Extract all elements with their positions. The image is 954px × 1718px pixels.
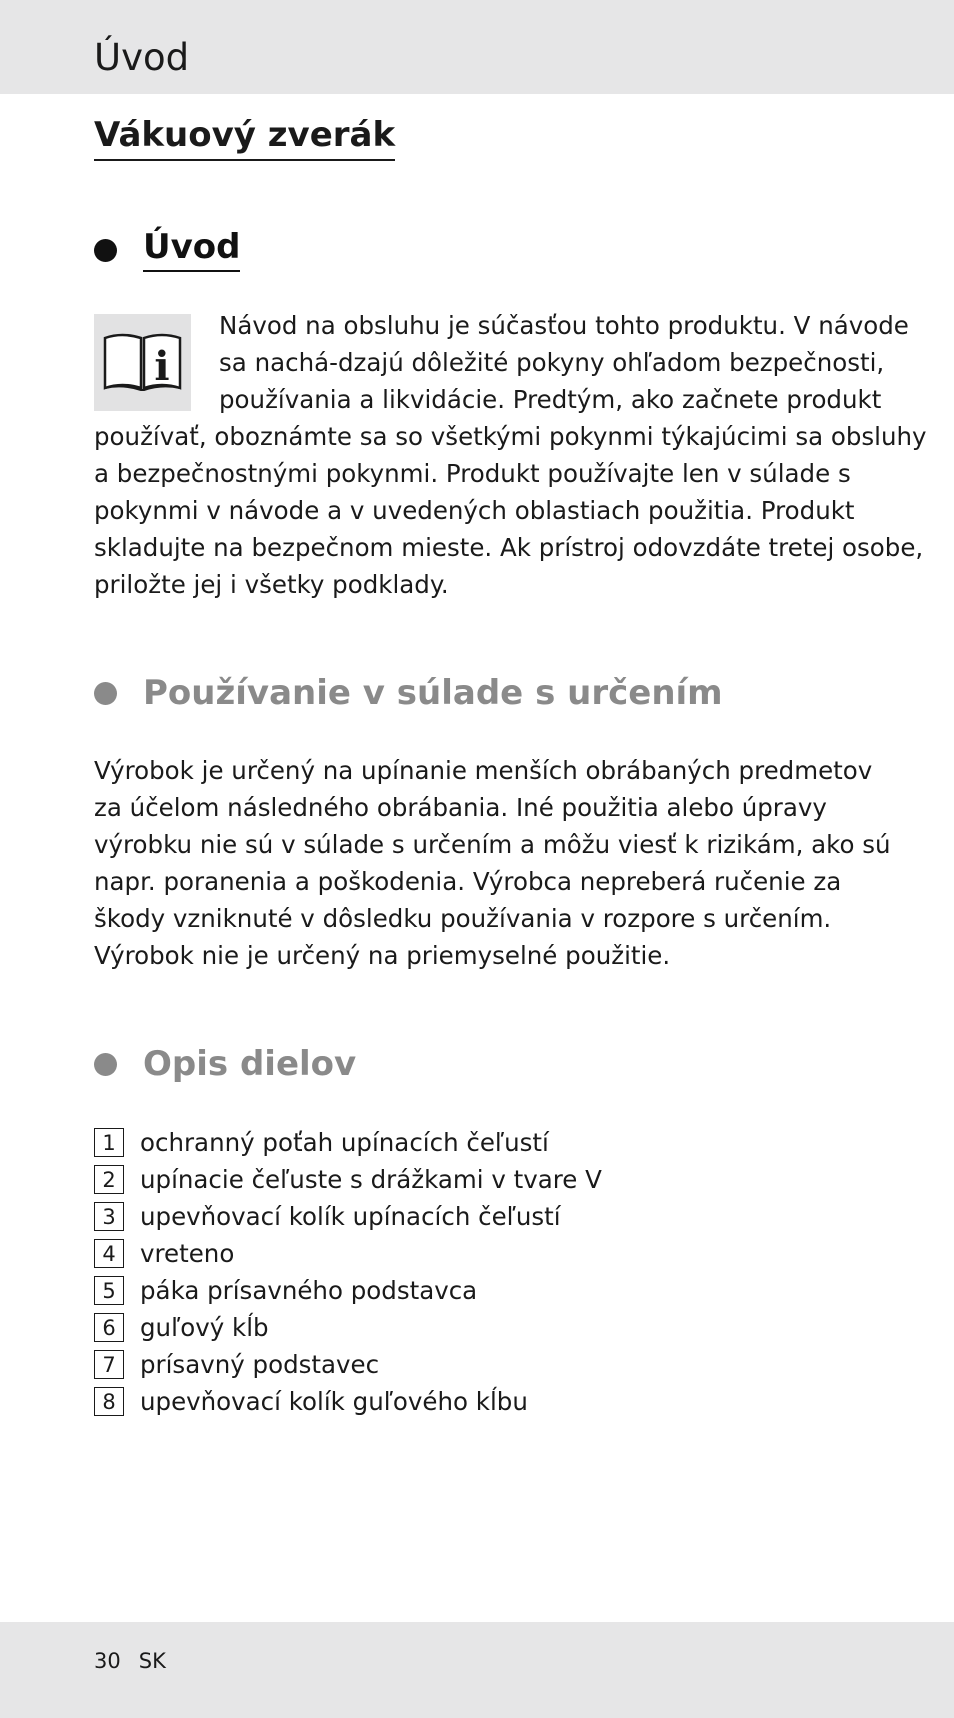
part-label: ochranný poťah upínacích čeľustí [140,1128,549,1157]
list-item [94,1198,602,1235]
part-number-box: 1 [94,1128,124,1157]
part-number-box: 7 [94,1350,124,1379]
part-number-box: 4 [94,1239,124,1268]
intro-heading [94,228,240,272]
language-code: SK [138,1649,166,1673]
part-number-box: 8 [94,1387,124,1416]
svg-text:i: i [154,343,170,390]
list-item [94,1235,602,1272]
document-title: Vákuový zverák [94,116,395,161]
intended-use-paragraph [94,752,891,974]
text-line: používať, oboznámte sa so všetkými pokynmi týkajúcimi sa obsluhy [94,422,927,451]
text-line: Výrobok je určený na upínanie menších obrábaných predmetov [94,756,873,785]
list-item [94,1309,602,1346]
intended-use-heading [94,674,723,713]
list-item [94,1161,602,1198]
list-item [94,1272,602,1309]
intended-use-heading-text: Používanie v súlade s určením [143,673,723,713]
text-line: výrobku nie sú v súlade s určením a môžu viesť k rizikám, ako sú [94,830,891,859]
list-item [94,1124,602,1161]
intro-paragraph-top [219,307,909,418]
part-label: páka prísavného podstavca [140,1276,478,1305]
text-line: sa nachá-dzajú dôležité pokyny ohľadom bezpečnosti, [219,348,885,377]
part-number-box: 3 [94,1202,124,1231]
part-number-box: 5 [94,1276,124,1305]
parts-heading [94,1045,356,1084]
text-line: za účelom následného obrábania. Iné použitia alebo úpravy [94,793,827,822]
text-line: Návod na obsluhu je súčasťou tohto produktu. V návode [219,311,909,340]
bullet-icon [94,239,117,262]
part-label: vreteno [140,1239,235,1268]
text-line: skladujte na bezpečnom mieste. Ak prístroj odovzdáte tretej osobe, [94,533,924,562]
part-number-box: 6 [94,1313,124,1342]
text-line: napr. poranenia a poškodenia. Výrobca nepreberá ručenie za [94,867,842,896]
part-label: guľový kĺb [140,1313,269,1342]
footer [94,1649,166,1673]
part-label: prísavný podstavec [140,1350,380,1379]
parts-heading-text: Opis dielov [143,1044,357,1084]
bullet-icon [94,1053,117,1076]
part-label: upevňovací kolík guľového kĺbu [140,1387,528,1416]
text-line: škody vzniknuté v dôsledku používania v rozpore s určením. [94,904,832,933]
header-section-title: Úvod [94,36,190,79]
text-line: a bezpečnostnými pokynmi. Produkt používajte len v súlade s [94,459,851,488]
part-label: upínacie čeľuste s drážkami v tvare V [140,1165,602,1194]
text-line: pokynmi v návode a v uvedených oblastiach použitia. Produkt [94,496,855,525]
text-line: používania a likvidácie. Predtým, ako začnete produkt [219,385,882,414]
bullet-icon [94,682,117,705]
parts-list [94,1124,602,1420]
list-item [94,1383,602,1420]
text-line: Výrobok nie je určený na priemyselné použitie. [94,941,671,970]
page-number: 30 [94,1649,121,1673]
list-item [94,1346,602,1383]
text-line: priložte jej i všetky podklady. [94,570,449,599]
part-number-box: 2 [94,1165,124,1194]
intro-paragraph-bottom [94,418,927,603]
book-info-icon [94,314,191,411]
part-label: upevňovací kolík upínacích čeľustí [140,1202,561,1231]
intro-heading-text: Úvod [143,228,240,272]
